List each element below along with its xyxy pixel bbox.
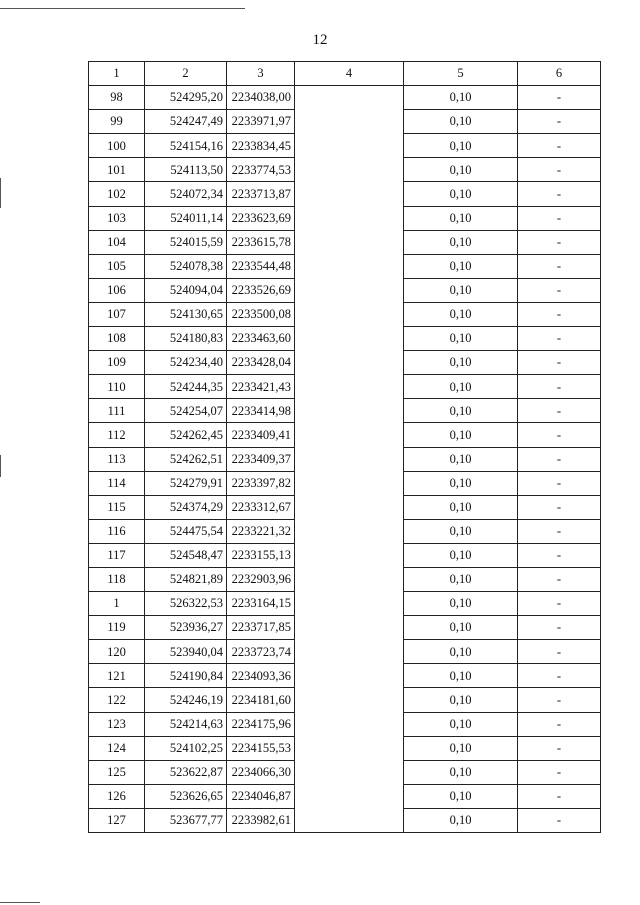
table-row xyxy=(89,399,601,423)
y-coordinate-cell: 2233164,15 xyxy=(227,592,295,616)
y-coordinate-cell: 2233615,78 xyxy=(227,230,295,254)
header-col-3: 3 xyxy=(227,62,295,86)
table-row xyxy=(89,110,601,134)
y-coordinate-cell: 2233834,45 xyxy=(227,134,295,158)
header-col-1: 1 xyxy=(89,62,145,86)
point-number-cell: 114 xyxy=(89,471,145,495)
point-number-cell: 106 xyxy=(89,278,145,302)
column-6-cell: - xyxy=(518,327,601,351)
y-coordinate-cell: 2233544,48 xyxy=(227,254,295,278)
column-6-cell: - xyxy=(518,543,601,567)
point-number-cell: 101 xyxy=(89,158,145,182)
y-coordinate-cell: 2233774,53 xyxy=(227,158,295,182)
y-coordinate-cell: 2233312,67 xyxy=(227,495,295,519)
header-col-2: 2 xyxy=(145,62,227,86)
x-coordinate-cell: 523626,65 xyxy=(145,784,227,808)
table-row xyxy=(89,760,601,784)
column-6-cell: - xyxy=(518,302,601,326)
column-5-cell: 0,10 xyxy=(404,688,518,712)
column-5-cell: 0,10 xyxy=(404,110,518,134)
x-coordinate-cell: 524475,54 xyxy=(145,519,227,543)
column-4-cell xyxy=(295,327,404,351)
y-coordinate-cell: 2233623,69 xyxy=(227,206,295,230)
column-4-cell xyxy=(295,736,404,760)
x-coordinate-cell: 526322,53 xyxy=(145,592,227,616)
column-4-cell xyxy=(295,519,404,543)
table-row xyxy=(89,495,601,519)
y-coordinate-cell: 2234175,96 xyxy=(227,712,295,736)
y-coordinate-cell: 2233723,74 xyxy=(227,640,295,664)
column-4-cell xyxy=(295,351,404,375)
column-5-cell: 0,10 xyxy=(404,519,518,543)
column-6-cell: - xyxy=(518,471,601,495)
table-row xyxy=(89,640,601,664)
x-coordinate-cell: 524247,49 xyxy=(145,110,227,134)
point-number-cell: 108 xyxy=(89,327,145,351)
y-coordinate-cell: 2232903,96 xyxy=(227,567,295,591)
column-6-cell: - xyxy=(518,447,601,471)
y-coordinate-cell: 2233717,85 xyxy=(227,616,295,640)
table-row xyxy=(89,254,601,278)
y-coordinate-cell: 2234093,36 xyxy=(227,664,295,688)
table-row xyxy=(89,736,601,760)
y-coordinate-cell: 2233397,82 xyxy=(227,471,295,495)
table-row xyxy=(89,688,601,712)
column-4-cell xyxy=(295,230,404,254)
column-5-cell: 0,10 xyxy=(404,495,518,519)
table-row xyxy=(89,278,601,302)
column-6-cell: - xyxy=(518,712,601,736)
table-row xyxy=(89,471,601,495)
column-4-cell xyxy=(295,808,404,832)
y-coordinate-cell: 2233409,41 xyxy=(227,423,295,447)
point-number-cell: 112 xyxy=(89,423,145,447)
y-coordinate-cell: 2233526,69 xyxy=(227,278,295,302)
x-coordinate-cell: 524234,40 xyxy=(145,351,227,375)
scan-edge-left-mark xyxy=(0,178,1,208)
x-coordinate-cell: 524279,91 xyxy=(145,471,227,495)
column-6-cell: - xyxy=(518,375,601,399)
table-row xyxy=(89,592,601,616)
table-row xyxy=(89,784,601,808)
y-coordinate-cell: 2234181,60 xyxy=(227,688,295,712)
column-5-cell: 0,10 xyxy=(404,134,518,158)
column-5-cell: 0,10 xyxy=(404,471,518,495)
column-5-cell: 0,10 xyxy=(404,592,518,616)
point-number-cell: 116 xyxy=(89,519,145,543)
column-5-cell: 0,10 xyxy=(404,158,518,182)
point-number-cell: 119 xyxy=(89,616,145,640)
table-row xyxy=(89,351,601,375)
x-coordinate-cell: 524190,84 xyxy=(145,664,227,688)
y-coordinate-cell: 2233428,04 xyxy=(227,351,295,375)
column-6-cell: - xyxy=(518,134,601,158)
point-number-cell: 104 xyxy=(89,230,145,254)
column-5-cell: 0,10 xyxy=(404,302,518,326)
column-6-cell: - xyxy=(518,640,601,664)
point-number-cell: 113 xyxy=(89,447,145,471)
scan-edge-top-line xyxy=(0,8,245,9)
x-coordinate-cell: 524011,14 xyxy=(145,206,227,230)
column-6-cell: - xyxy=(518,495,601,519)
table-row xyxy=(89,302,601,326)
x-coordinate-cell: 524094,04 xyxy=(145,278,227,302)
column-4-cell xyxy=(295,592,404,616)
x-coordinate-cell: 523622,87 xyxy=(145,760,227,784)
table-row xyxy=(89,808,601,832)
table-row xyxy=(89,447,601,471)
column-4-cell xyxy=(295,640,404,664)
table-row xyxy=(89,327,601,351)
point-number-cell: 105 xyxy=(89,254,145,278)
point-number-cell: 123 xyxy=(89,712,145,736)
column-6-cell: - xyxy=(518,616,601,640)
table-body xyxy=(89,86,601,833)
table-row xyxy=(89,712,601,736)
x-coordinate-cell: 524154,16 xyxy=(145,134,227,158)
x-coordinate-cell: 524374,29 xyxy=(145,495,227,519)
column-6-cell: - xyxy=(518,784,601,808)
column-5-cell: 0,10 xyxy=(404,712,518,736)
x-coordinate-cell: 524246,19 xyxy=(145,688,227,712)
x-coordinate-cell: 524113,50 xyxy=(145,158,227,182)
column-5-cell: 0,10 xyxy=(404,375,518,399)
y-coordinate-cell: 2233500,08 xyxy=(227,302,295,326)
scan-edge-left-mark-2 xyxy=(0,455,1,477)
column-5-cell: 0,10 xyxy=(404,760,518,784)
column-5-cell: 0,10 xyxy=(404,736,518,760)
column-4-cell xyxy=(295,302,404,326)
x-coordinate-cell: 524548,47 xyxy=(145,543,227,567)
point-number-cell: 120 xyxy=(89,640,145,664)
table-row xyxy=(89,567,601,591)
x-coordinate-cell: 524295,20 xyxy=(145,86,227,110)
table-row xyxy=(89,519,601,543)
column-6-cell: - xyxy=(518,399,601,423)
y-coordinate-cell: 2233713,87 xyxy=(227,182,295,206)
point-number-cell: 107 xyxy=(89,302,145,326)
column-4-cell xyxy=(295,158,404,182)
point-number-cell: 99 xyxy=(89,110,145,134)
header-col-5: 5 xyxy=(404,62,518,86)
column-5-cell: 0,10 xyxy=(404,808,518,832)
y-coordinate-cell: 2233971,97 xyxy=(227,110,295,134)
column-5-cell: 0,10 xyxy=(404,567,518,591)
y-coordinate-cell: 2233982,61 xyxy=(227,808,295,832)
column-6-cell: - xyxy=(518,278,601,302)
column-4-cell xyxy=(295,254,404,278)
column-6-cell: - xyxy=(518,688,601,712)
column-5-cell: 0,10 xyxy=(404,327,518,351)
column-4-cell xyxy=(295,399,404,423)
column-5-cell: 0,10 xyxy=(404,206,518,230)
y-coordinate-cell: 2234038,00 xyxy=(227,86,295,110)
y-coordinate-cell: 2233463,60 xyxy=(227,327,295,351)
point-number-cell: 127 xyxy=(89,808,145,832)
y-coordinate-cell: 2233421,43 xyxy=(227,375,295,399)
point-number-cell: 124 xyxy=(89,736,145,760)
y-coordinate-cell: 2234155,53 xyxy=(227,736,295,760)
point-number-cell: 102 xyxy=(89,182,145,206)
x-coordinate-cell: 524262,45 xyxy=(145,423,227,447)
x-coordinate-cell: 524214,63 xyxy=(145,712,227,736)
point-number-cell: 110 xyxy=(89,375,145,399)
column-6-cell: - xyxy=(518,254,601,278)
column-6-cell: - xyxy=(518,158,601,182)
x-coordinate-cell: 524254,07 xyxy=(145,399,227,423)
column-6-cell: - xyxy=(518,567,601,591)
column-6-cell: - xyxy=(518,664,601,688)
column-5-cell: 0,10 xyxy=(404,784,518,808)
column-5-cell: 0,10 xyxy=(404,399,518,423)
x-coordinate-cell: 523940,04 xyxy=(145,640,227,664)
column-5-cell: 0,10 xyxy=(404,640,518,664)
x-coordinate-cell: 524072,34 xyxy=(145,182,227,206)
table-row xyxy=(89,158,601,182)
table-row xyxy=(89,616,601,640)
table-row xyxy=(89,543,601,567)
column-5-cell: 0,10 xyxy=(404,423,518,447)
column-5-cell: 0,10 xyxy=(404,230,518,254)
point-number-cell: 122 xyxy=(89,688,145,712)
x-coordinate-cell: 524262,51 xyxy=(145,447,227,471)
point-number-cell: 98 xyxy=(89,86,145,110)
table-row xyxy=(89,375,601,399)
column-6-cell: - xyxy=(518,808,601,832)
column-4-cell xyxy=(295,760,404,784)
x-coordinate-cell: 524078,38 xyxy=(145,254,227,278)
column-4-cell xyxy=(295,784,404,808)
table-row xyxy=(89,423,601,447)
column-4-cell xyxy=(295,543,404,567)
table-row xyxy=(89,230,601,254)
column-6-cell: - xyxy=(518,110,601,134)
column-4-cell xyxy=(295,86,404,110)
x-coordinate-cell: 524015,59 xyxy=(145,230,227,254)
table-row xyxy=(89,86,601,110)
column-6-cell: - xyxy=(518,519,601,543)
column-4-cell xyxy=(295,375,404,399)
page-number: 12 xyxy=(312,32,328,48)
header-col-4: 4 xyxy=(295,62,404,86)
point-number-cell: 125 xyxy=(89,760,145,784)
column-4-cell xyxy=(295,134,404,158)
column-4-cell xyxy=(295,447,404,471)
column-6-cell: - xyxy=(518,351,601,375)
column-6-cell: - xyxy=(518,736,601,760)
column-5-cell: 0,10 xyxy=(404,278,518,302)
column-6-cell: - xyxy=(518,592,601,616)
column-4-cell xyxy=(295,206,404,230)
column-5-cell: 0,10 xyxy=(404,543,518,567)
table-row xyxy=(89,134,601,158)
column-6-cell: - xyxy=(518,86,601,110)
point-number-cell: 109 xyxy=(89,351,145,375)
point-number-cell: 118 xyxy=(89,567,145,591)
table-row xyxy=(89,182,601,206)
y-coordinate-cell: 2233414,98 xyxy=(227,399,295,423)
x-coordinate-cell: 524180,83 xyxy=(145,327,227,351)
y-coordinate-cell: 2234066,30 xyxy=(227,760,295,784)
column-4-cell xyxy=(295,423,404,447)
point-number-cell: 121 xyxy=(89,664,145,688)
x-coordinate-cell: 524130,65 xyxy=(145,302,227,326)
column-4-cell xyxy=(295,182,404,206)
point-number-cell: 126 xyxy=(89,784,145,808)
table-row xyxy=(89,664,601,688)
column-4-cell xyxy=(295,495,404,519)
y-coordinate-cell: 2233155,13 xyxy=(227,543,295,567)
scan-edge-bottom-line xyxy=(0,902,40,903)
y-coordinate-cell: 2233221,32 xyxy=(227,519,295,543)
x-coordinate-cell: 524821,89 xyxy=(145,567,227,591)
x-coordinate-cell: 523936,27 xyxy=(145,616,227,640)
point-number-cell: 111 xyxy=(89,399,145,423)
table-header-row xyxy=(89,62,601,86)
column-6-cell: - xyxy=(518,206,601,230)
point-number-cell: 115 xyxy=(89,495,145,519)
y-coordinate-cell: 2234046,87 xyxy=(227,784,295,808)
column-4-cell xyxy=(295,567,404,591)
column-4-cell xyxy=(295,688,404,712)
column-4-cell xyxy=(295,278,404,302)
column-5-cell: 0,10 xyxy=(404,616,518,640)
point-number-cell: 100 xyxy=(89,134,145,158)
coordinates-table xyxy=(88,61,601,833)
x-coordinate-cell: 523677,77 xyxy=(145,808,227,832)
point-number-cell: 103 xyxy=(89,206,145,230)
column-6-cell: - xyxy=(518,182,601,206)
point-number-cell: 1 xyxy=(89,592,145,616)
table-row xyxy=(89,206,601,230)
column-4-cell xyxy=(295,712,404,736)
column-4-cell xyxy=(295,616,404,640)
point-number-cell: 117 xyxy=(89,543,145,567)
column-5-cell: 0,10 xyxy=(404,664,518,688)
column-6-cell: - xyxy=(518,760,601,784)
column-6-cell: - xyxy=(518,423,601,447)
y-coordinate-cell: 2233409,37 xyxy=(227,447,295,471)
column-5-cell: 0,10 xyxy=(404,254,518,278)
column-5-cell: 0,10 xyxy=(404,447,518,471)
column-4-cell xyxy=(295,471,404,495)
column-4-cell xyxy=(295,664,404,688)
x-coordinate-cell: 524102,25 xyxy=(145,736,227,760)
x-coordinate-cell: 524244,35 xyxy=(145,375,227,399)
column-6-cell: - xyxy=(518,230,601,254)
column-5-cell: 0,10 xyxy=(404,182,518,206)
column-5-cell: 0,10 xyxy=(404,86,518,110)
column-5-cell: 0,10 xyxy=(404,351,518,375)
column-4-cell xyxy=(295,110,404,134)
header-col-6: 6 xyxy=(518,62,601,86)
